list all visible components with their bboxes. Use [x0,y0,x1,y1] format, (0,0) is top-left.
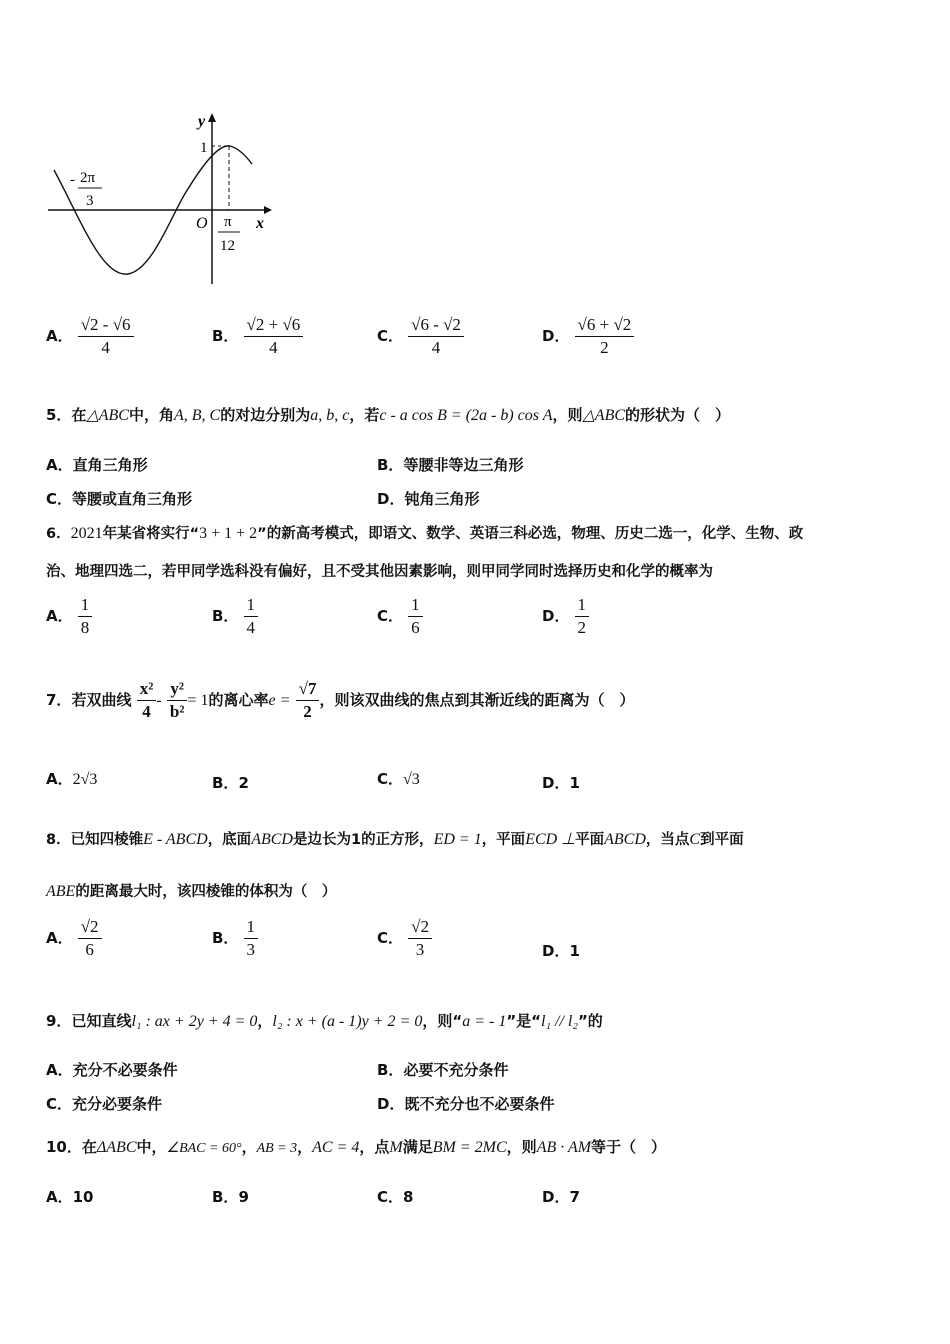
q5-option-d[interactable]: D．钝角三角形 [377,490,480,508]
q8-stem-line2: ABE的距离最大时，该四棱锥的体积为（ ） [46,883,337,900]
q8-option-a[interactable]: A． $\frac{√2}{6}$ [46,916,102,961]
q9-option-b[interactable]: B．必要不充分条件 [377,1061,509,1079]
q7-option-d[interactable]: D．1 [542,774,580,792]
q9-option-c[interactable]: C．充分必要条件 [46,1095,163,1113]
q5-option-a[interactable]: A．直角三角形 [46,456,148,474]
q7-option-a[interactable]: A．2√3 [46,770,98,788]
q10-option-c[interactable]: C．8 [377,1188,414,1206]
right-tick-num: π [224,214,232,230]
q4-option-b[interactable] [212,314,303,359]
q4-option-a[interactable] [46,314,134,359]
q10-option-a[interactable]: A．10 [46,1188,94,1206]
q5-stem: 5．在△ABC中，角A, B, C的对边分别为a, b, c，若c - a cos B = (2a - b) cos A，则△ABC的形状为（ ） [46,406,731,424]
sine-graph [40,108,280,288]
y-axis-arrow [208,113,216,122]
option-fraction: $\frac{√6 - √2}{4}$ [408,314,464,359]
x-label: x [256,215,264,232]
q6-option-a[interactable]: A． $\frac{1}{8}$ [46,594,92,639]
option-letter: D． [542,327,570,345]
origin-label: O [196,215,208,232]
option-fraction: $\frac{√2 - √6}{4}$ [78,314,134,359]
one-label: 1 [200,140,208,156]
q9-option-a[interactable]: A．充分不必要条件 [46,1061,178,1079]
option-letter: C． [377,327,404,345]
q6-stem-line1: 6．2021年某省将实行“3 + 1 + 2”的新高考模式，即语文、数学、英语三科必选，物理、历史二选一，化学、生物、政 [46,525,804,542]
q8-option-d[interactable]: D．1 [542,942,580,960]
left-tick-sign: - [70,172,75,188]
q8-option-c[interactable]: C． $\frac{√2}{3}$ [377,916,432,961]
left-tick-den: 3 [86,193,94,209]
y-label: y [198,113,206,130]
q6-stem-line2: 治、地理四选二，若甲同学选科没有偏好，且不受其他因素影响，则甲同学同时选择历史和化学的概率为 [46,564,713,580]
q8-stem-line1: 8．已知四棱锥E - ABCD，底面ABCD是边长为1的正方形，ED = 1，平面ECD ⊥平面ABCD，当点C到平面 [46,831,744,848]
q10-stem: 10．在ΔABC中，∠BAC = 60°，AB = 3，AC = 4，点M满足BM = 2MC，则AB · AM等于（ ） [46,1138,667,1156]
left-tick-num: 2π [80,170,96,186]
q5-option-b[interactable]: B．等腰非等边三角形 [377,456,524,474]
option-fraction: $\frac{√2 + √6}{4}$ [244,314,304,359]
q6-option-d[interactable]: D． $\frac{1}{2}$ [542,594,589,639]
q5-option-c[interactable]: C．等腰或直角三角形 [46,490,193,508]
q8-option-b[interactable]: B． $\frac{1}{3}$ [212,916,258,961]
right-tick-den: 12 [220,238,235,254]
q6-option-b[interactable]: B． $\frac{1}{4}$ [212,594,258,639]
q10-option-b[interactable]: B．9 [212,1188,249,1206]
q7-option-c[interactable]: C．√3 [377,770,420,788]
q9-option-d[interactable]: D．既不充分也不必要条件 [377,1095,555,1113]
x-axis-arrow [264,206,272,214]
q6-option-c[interactable]: C． $\frac{1}{6}$ [377,594,423,639]
option-letter: B． [212,327,239,345]
option-letter: A． [46,327,73,345]
q7-option-b[interactable]: B．2 [212,774,249,792]
q9-stem: 9．已知直线l₁ : ax + 2y + 4 = 0，l₂ : x + (a - 1)y + 2 = 0，则“a = - 1”是“l₁ // l₂”的 [46,1012,603,1030]
q4-option-c[interactable] [377,314,464,359]
option-fraction: $\frac{√6 + √2}{2}$ [575,314,635,359]
q4-option-d[interactable] [542,314,634,359]
q7-stem: 7．若双曲线 $\frac{\text{x²}}{4}$ - $\frac{\text{y²}}{\text{b²}}$ = 1的离心率e = $\frac{√7}{2}$ ，则该双曲线的焦点到其渐近线的距离为（ ） [46,679,635,721]
q10-option-d[interactable]: D．7 [542,1188,580,1206]
